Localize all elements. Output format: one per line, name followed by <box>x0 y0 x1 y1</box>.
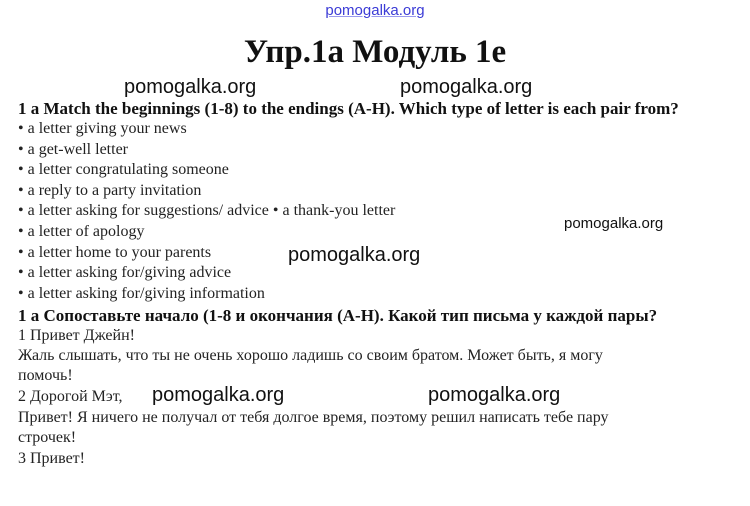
list-item: • a reply to a party invitation <box>18 182 202 199</box>
text-line: Привет! Я ничего не получал от тебя долгое время, поэтому решил написать тебе пару <box>18 409 609 426</box>
list-item: • a letter asking for/giving advice <box>18 264 232 281</box>
text-line: 1 Привет Джейн! <box>18 327 135 344</box>
text-line: помочь! <box>18 367 73 384</box>
list-item: • a letter asking for/giving information <box>18 285 265 302</box>
text-line: 2 Дорогой Мэт, <box>18 388 123 405</box>
list-item: • a letter giving your news <box>18 120 187 137</box>
top-watermark-link[interactable]: pomogalka.org <box>325 2 425 19</box>
watermark: pomogalka.org <box>428 384 561 406</box>
exercise-heading-en: 1 a Match the beginnings (1-8) to the endings (A-H). Which type of letter is each pair from? <box>18 99 679 118</box>
watermark: pomogalka.org <box>124 76 257 98</box>
text-line: Жаль слышать, что ты не очень хорошо ладишь со своим братом. Может быть, я могу <box>18 347 603 364</box>
page-title: Упр.1а Модуль 1е <box>243 34 507 70</box>
list-item: • a letter of apology <box>18 223 145 240</box>
watermark: pomogalka.org <box>152 384 285 406</box>
list-item: • a letter asking for suggestions/ advice • a thank-you letter <box>18 202 396 219</box>
list-item: • a get-well letter <box>18 141 128 158</box>
text-line: 3 Привет! <box>18 450 85 467</box>
watermark: pomogalka.org <box>288 244 421 266</box>
text-line: строчек! <box>18 429 77 446</box>
list-item: • a letter congratulating someone <box>18 161 229 178</box>
exercise-heading-ru: 1 а Сопоставьте начало (1-8 и окончания (A-H). Какой тип письма у каждой пары? <box>18 306 658 325</box>
list-item: • a letter home to your parents <box>18 244 212 261</box>
watermark: pomogalka.org <box>400 76 533 98</box>
watermark: pomogalka.org <box>564 215 664 232</box>
